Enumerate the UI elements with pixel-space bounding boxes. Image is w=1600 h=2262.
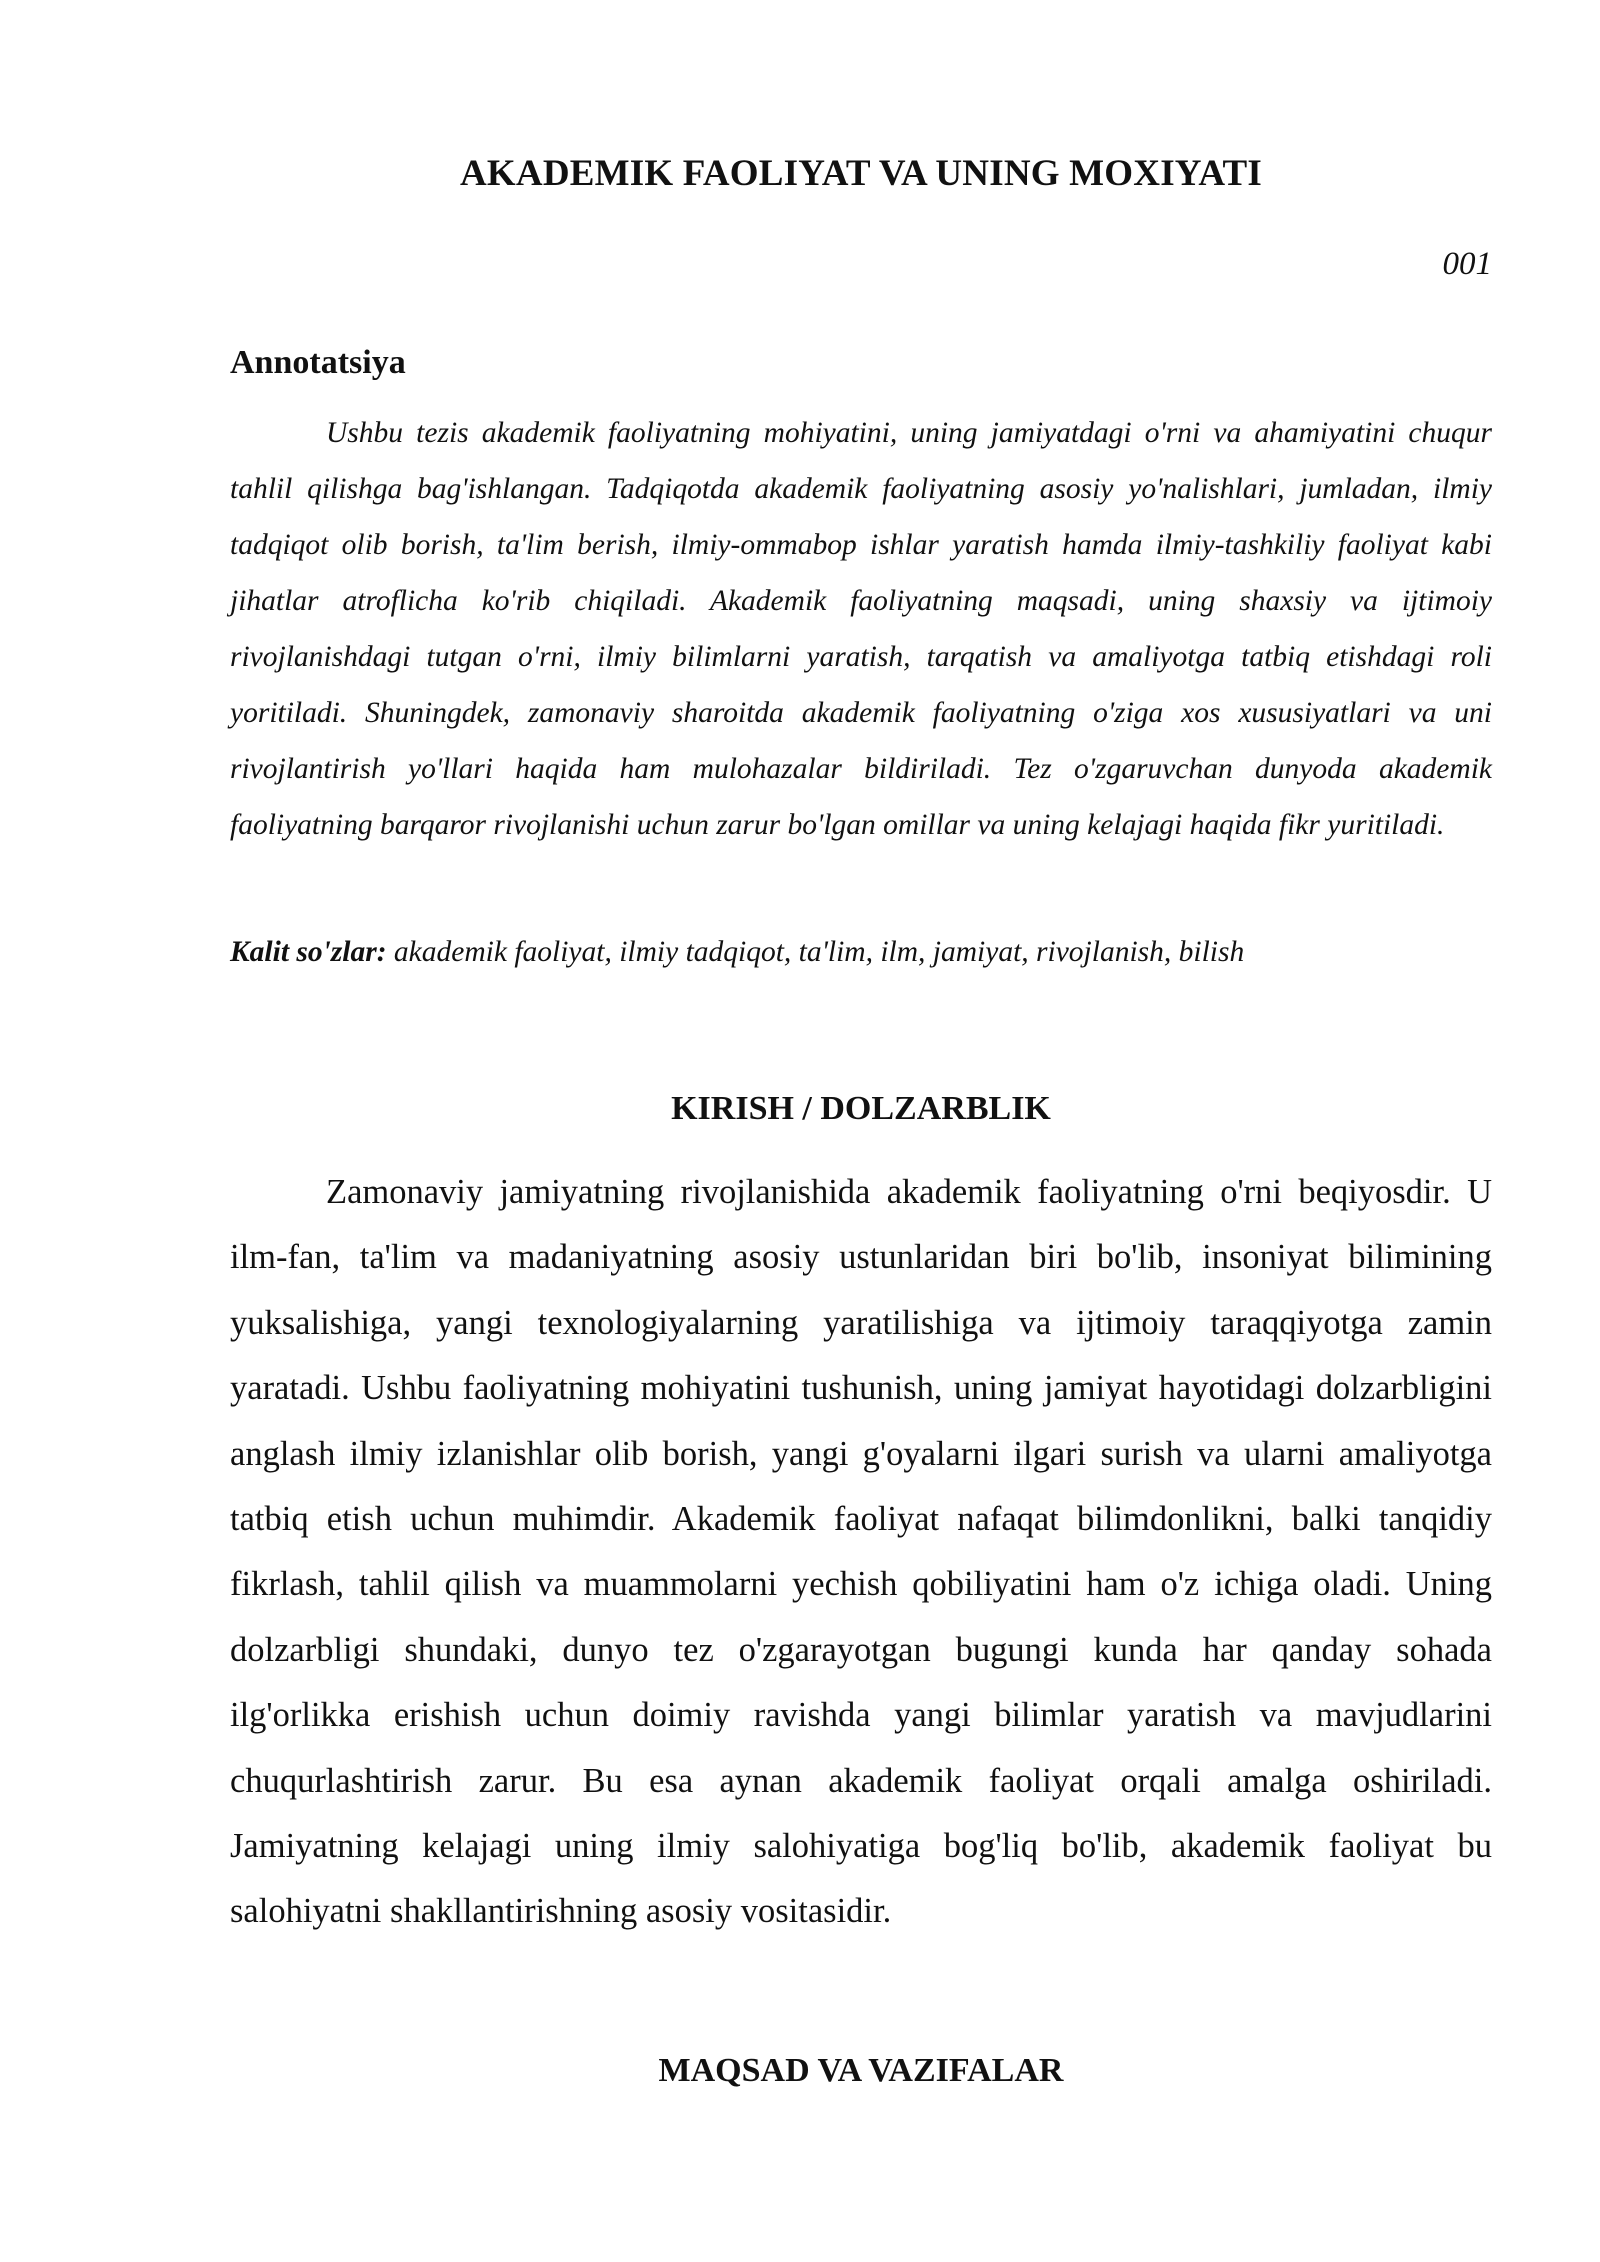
annotation-heading: Annotatsiya xyxy=(230,344,406,381)
document-title: AKADEMIK FAOLIYAT VA UNING MOXIYATI xyxy=(460,153,1262,194)
section-text-kirish: Zamonaviy jamiyatning rivojlanishida akademik faoliyatning o'rni beqiyosdir. U ilm-fan, ta'lim va madaniyatning asosiy ustunlaridan biri bo'lib, insoniyat bilimining yuksalishiga, yangi texnologiyalarning yaratilishiga va ijtimoiy taraqqiyotga zamin yaratadi. Ushbu faoliyatning mohiyatini tushunish, uning jamiyat hayotidagi dolzarbligini anglash ilmiy izlanishlar olib borish, yangi g'oyalarni ilgari surish va ularni amaliyotga tatbiq etish uchun muhimdir. Akademik faoliyat nafaqat bilimdonlikni, balki tanqidiy fikrlash, tahlil qilish va muammolarni yechish qobiliyatini ham o'z ichiga oladi. Uning dolzarbligi shundaki, dunyo tez o'zgarayotgan bugungi kunda har qanday sohada ilg'orlikka erishish uchun doimiy ravishda yangi bilimlar yaratish va mavjudlarini chuqurlashtirish zarur. Bu esa aynan akademik faoliyat orqali amalga oshiriladi. Jamiyatning kelajagi uning ilmiy salohiyatiga bog'liq bo'lib, akademik faoliyat bu salohiyatni shakllantirishning asosiy vositasidir. xyxy=(230,1173,1492,1931)
annotation-text: Ushbu tezis akademik faoliyatning mohiyatini, uning jamiyatdagi o'rni va ahamiyatini chuqur tahlil qilishga bag'ishlangan. Tadqiqotda akademik faoliyatning asosiy yo'nalishlari, jumladan, ilmiy tadqiqot olib borish, ta'lim berish, ilmiy-ommabop ishlar yaratish hamda ilmiy-tashkiliy faoliyat kabi jihatlar atroflicha ko'rib chiqiladi. Akademik faoliyatning maqsadi, uning shaxsiy va ijtimoiy rivojlanishdagi tutgan o'rni, ilmiy bilimlarni yaratish, tarqatish va amaliyotga tatbiq etishdagi roli yoritiladi. Shuningdek, zamonaviy sharoitda akademik faoliyatning o'ziga xos xususiyatlari va uni rivojlantirish yo'llari haqida ham mulohazalar bildiriladi. Tez o'zgaruvchan dunyoda akademik faoliyatning barqaror rivojlanishi uchun zarur bo'lgan omillar va uning kelajagi haqida fikr yuritiladi. xyxy=(230,417,1492,841)
section-heading-kirish: KIRISH / DOLZARBLIK xyxy=(671,1090,1051,1127)
section-heading-maqsad: MAQSAD VA VAZIFALAR xyxy=(658,2052,1064,2089)
document-number: 001 xyxy=(1442,246,1492,282)
keywords-list: akademik faoliyat, ilmiy tadqiqot, ta'lim, ilm, jamiyat, rivojlanish, bilish xyxy=(386,936,1245,968)
keywords-line xyxy=(230,930,1492,974)
keywords-label: Kalit so'zlar: xyxy=(230,936,387,968)
